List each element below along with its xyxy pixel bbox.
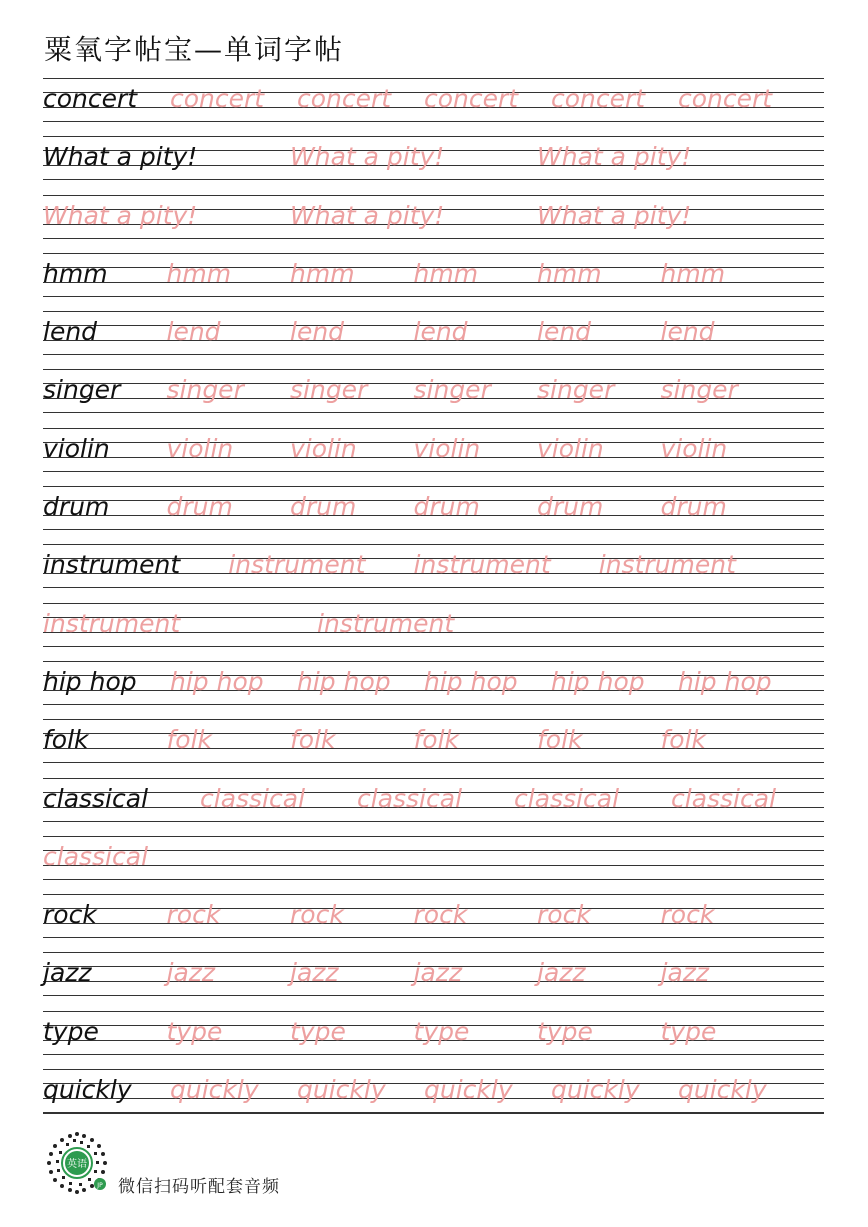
model-word: rock (43, 900, 97, 930)
trace-word: type (537, 1016, 593, 1046)
practice-row (43, 1069, 824, 1127)
model-word: hip hop (43, 666, 137, 696)
trace-word: concert (551, 84, 646, 113)
trace-word: singer (290, 375, 368, 405)
trace-word: singer (660, 375, 738, 405)
practice-row (43, 369, 824, 427)
practice-row (43, 952, 824, 1010)
guide-line (43, 179, 824, 180)
guide-line (43, 1054, 824, 1055)
trace-word: What a pity! (290, 200, 445, 230)
qr-code-icon[interactable] (42, 1128, 112, 1198)
trace-word: violin (660, 433, 728, 463)
page-title: 粟氧字帖宝—单词字帖 (44, 33, 345, 66)
trace-word: hip hop (424, 666, 518, 696)
trace-word: jazz (166, 958, 216, 988)
model-word: lend (43, 317, 98, 347)
trace-word: folk (290, 725, 336, 755)
trace-word: instrument (598, 550, 736, 580)
practice-row (43, 661, 824, 719)
trace-word: classical (671, 783, 777, 813)
trace-word: rock (413, 900, 468, 930)
practice-row (43, 311, 824, 369)
guide-line (43, 778, 824, 779)
guide-line (43, 195, 824, 196)
trace-word: drum (166, 492, 233, 522)
practice-row (43, 1011, 824, 1069)
trace-word: drum (537, 492, 604, 522)
trace-word: instrument (317, 608, 455, 638)
guide-line (43, 762, 824, 763)
model-word: drum (43, 492, 110, 522)
model-word: instrument (43, 550, 181, 580)
practice-row (43, 253, 824, 311)
trace-word: hip hop (297, 666, 391, 696)
practice-row (43, 836, 824, 894)
trace-word: quickly (424, 1075, 513, 1105)
trace-word: jazz (537, 958, 586, 988)
trace-word: violin (413, 433, 481, 463)
trace-word: drum (290, 492, 357, 522)
trace-word: violin (166, 433, 234, 463)
guide-line (43, 937, 824, 938)
trace-word: hmm (166, 258, 232, 288)
trace-word: violin (290, 433, 357, 463)
trace-word: lend (660, 317, 715, 347)
trace-word: hmm (660, 258, 726, 288)
guide-line (43, 704, 824, 705)
model-word: jazz (43, 958, 92, 988)
model-word: violin (43, 433, 110, 463)
guide-line (43, 1011, 824, 1012)
trace-word: folk (166, 725, 213, 755)
trace-word: What a pity! (290, 142, 445, 172)
guide-line (43, 238, 824, 239)
trace-word: classical (200, 783, 306, 813)
trace-word: concert (297, 84, 392, 113)
practice-row (43, 719, 824, 777)
guide-line (43, 311, 824, 312)
guide-line (43, 369, 824, 370)
practice-row (43, 428, 824, 486)
guide-line (43, 646, 824, 647)
model-word: concert (43, 84, 138, 113)
practice-row (43, 894, 824, 952)
practice-row (43, 195, 824, 253)
trace-word: concert (678, 84, 773, 113)
trace-word: rock (660, 900, 715, 930)
guide-line (43, 136, 824, 137)
trace-word: hmm (537, 258, 602, 288)
trace-word: quickly (170, 1075, 259, 1105)
model-word: singer (43, 375, 121, 405)
guide-line (43, 865, 824, 866)
guide-line (43, 78, 824, 79)
guide-line (43, 836, 824, 837)
trace-word: hmm (413, 258, 479, 288)
trace-word: singer (537, 375, 615, 405)
trace-word: hip hop (551, 666, 645, 696)
model-word: type (43, 1016, 99, 1046)
guide-line (43, 719, 824, 720)
trace-word: quickly (678, 1075, 767, 1105)
guide-line (43, 995, 824, 996)
trace-word: singer (166, 375, 244, 405)
practice-sheet (43, 78, 824, 1127)
trace-word: instrument (413, 550, 551, 580)
trace-word: rock (537, 900, 591, 930)
trace-word: quickly (551, 1075, 640, 1105)
trace-word: jazz (660, 958, 710, 988)
trace-word: quickly (297, 1075, 386, 1105)
guide-line (43, 894, 824, 895)
trace-word: concert (170, 84, 265, 113)
guide-line (43, 821, 824, 822)
trace-word: type (660, 1016, 717, 1046)
model-word: quickly (43, 1075, 132, 1105)
practice-row (43, 136, 824, 194)
trace-word: lend (290, 317, 345, 347)
trace-word: lend (413, 317, 468, 347)
trace-word: What a pity! (537, 142, 692, 172)
trace-word: classical (43, 841, 149, 871)
trace-word: lend (166, 317, 221, 347)
practice-row (43, 778, 824, 836)
model-word: hmm (43, 258, 108, 288)
guide-line (43, 486, 824, 487)
trace-word: folk (537, 725, 583, 755)
trace-word: instrument (228, 550, 366, 580)
trace-word: classical (357, 783, 463, 813)
trace-word: hip hop (170, 666, 264, 696)
trace-word: rock (290, 900, 344, 930)
bottom-rule (43, 1113, 824, 1114)
guide-line (43, 121, 824, 122)
audio-scan-caption: 微信扫码听配套音频 (118, 1177, 280, 1197)
practice-row (43, 486, 824, 544)
guide-line (43, 850, 824, 851)
practice-row (43, 78, 824, 136)
trace-word: singer (413, 375, 491, 405)
trace-word: hip hop (678, 666, 772, 696)
trace-word: drum (413, 492, 480, 522)
guide-line (43, 471, 824, 472)
guide-line (43, 661, 824, 662)
trace-word: classical (514, 783, 620, 813)
trace-word: What a pity! (43, 200, 198, 230)
guide-line (43, 412, 824, 413)
trace-word: jazz (290, 958, 339, 988)
trace-word: type (166, 1016, 223, 1046)
qr-badge-text: 英语 (67, 1159, 87, 1170)
trace-word: type (290, 1016, 346, 1046)
trace-word: rock (166, 900, 221, 930)
qr-corner-text: JP (97, 1182, 103, 1189)
guide-line (43, 1069, 824, 1070)
trace-word: type (413, 1016, 470, 1046)
trace-word: lend (537, 317, 592, 347)
model-word: classical (43, 783, 149, 813)
practice-row (43, 603, 824, 661)
guide-line (43, 253, 824, 254)
guide-line (43, 529, 824, 530)
guide-line (43, 603, 824, 604)
trace-word: folk (660, 725, 707, 755)
guide-line (43, 587, 824, 588)
model-word: folk (43, 725, 89, 755)
practice-row (43, 544, 824, 602)
trace-word: instrument (43, 608, 181, 638)
guide-line (43, 428, 824, 429)
trace-word: What a pity! (537, 200, 692, 230)
model-word: What a pity! (43, 142, 198, 172)
trace-word: violin (537, 433, 604, 463)
trace-word: folk (413, 725, 460, 755)
guide-line (43, 354, 824, 355)
guide-line (43, 952, 824, 953)
guide-line (43, 879, 824, 880)
guide-line (43, 544, 824, 545)
guide-line (43, 296, 824, 297)
trace-word: hmm (290, 258, 355, 288)
trace-word: concert (424, 84, 519, 113)
trace-word: jazz (413, 958, 463, 988)
trace-word: drum (660, 492, 727, 522)
